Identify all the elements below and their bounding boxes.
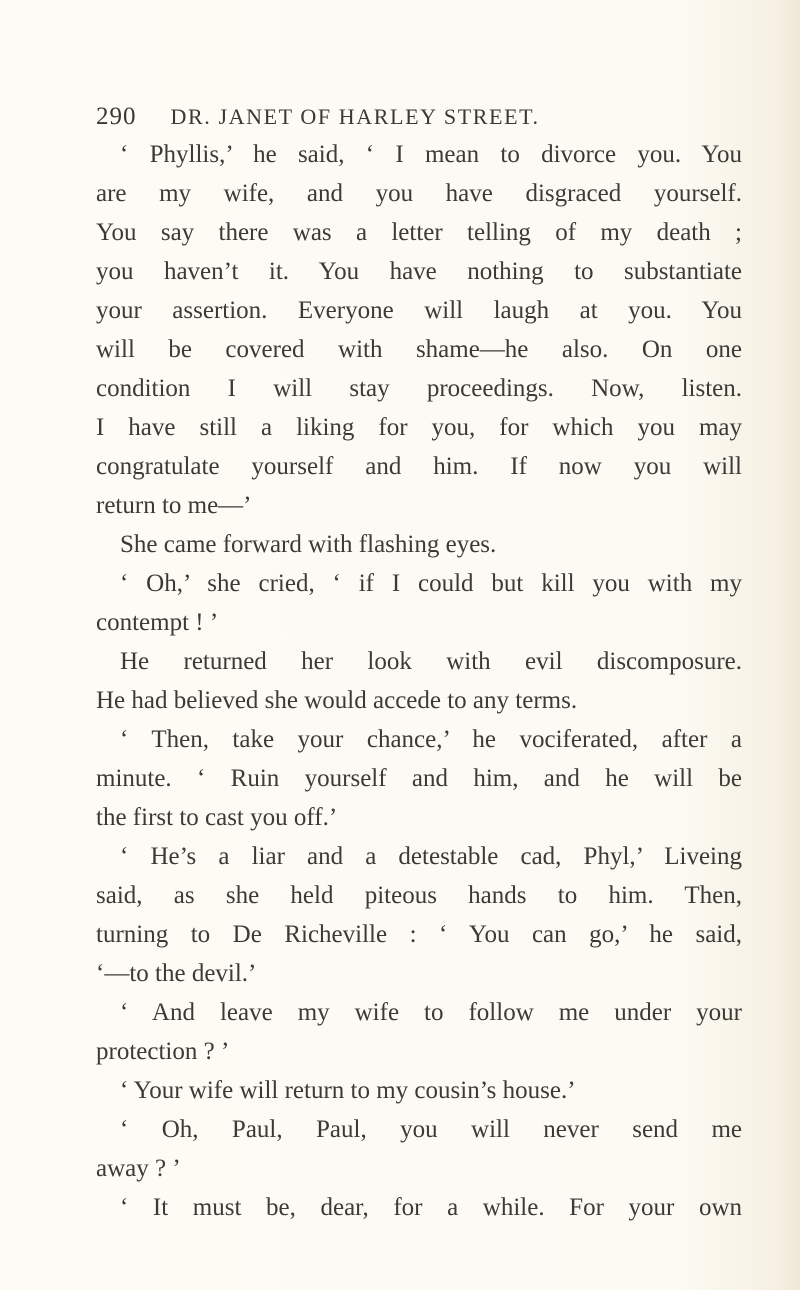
text-line: the first to cast you off.’	[96, 804, 338, 831]
text-line: are my wife, and you have disgraced yourself.	[96, 180, 742, 207]
text-line: away ? ’	[96, 1155, 181, 1182]
text-line: congratulate yourself and him. If now you will	[96, 453, 742, 480]
text-line: ‘ Then, take your chance,’ he vociferated, after a	[120, 726, 742, 753]
text-line: I have still a liking for you, for which you may	[96, 414, 742, 441]
text-line: your assertion. Everyone will laugh at you. You	[96, 297, 742, 324]
text-line: condition I will stay proceedings. Now, listen.	[96, 375, 742, 402]
page-number: 290	[96, 103, 137, 130]
text-line: minute. ‘ Ruin yourself and him, and he will be	[96, 765, 742, 792]
text-line: You say there was a letter telling of my death ;	[96, 219, 742, 246]
text-line: He had believed she would accede to any terms.	[96, 687, 578, 714]
text-line: will be covered with shame—he also. On one	[96, 336, 742, 363]
text-line: said, as she held piteous hands to him. Then,	[96, 882, 742, 909]
text-line: He returned her look with evil discomposure.	[120, 648, 742, 675]
text-line: ‘ Your wife will return to my cousin’s house.’	[120, 1077, 576, 1104]
text-line: protection ? ’	[96, 1038, 230, 1065]
text-line: contempt ! ’	[96, 609, 219, 636]
text-line: She came forward with flashing eyes.	[120, 531, 497, 558]
text-line: ‘ It must be, dear, for a while. For your own	[120, 1194, 742, 1221]
running-head: DR. JANET OF HARLEY STREET.	[170, 104, 540, 129]
text-line: ‘—to the devil.’	[96, 960, 257, 987]
text-line: turning to De Richeville : ‘ You can go,’ he said,	[96, 921, 742, 948]
text-line: ‘ Phyllis,’ he said, ‘ I mean to divorce you. You	[120, 141, 742, 168]
text-line: ‘ Oh, Paul, Paul, you will never send me	[120, 1116, 742, 1143]
text-line: ‘ He’s a liar and a detestable cad, Phyl,’ Liveing	[120, 843, 742, 870]
page-header	[96, 103, 540, 135]
text-line: ‘ Oh,’ she cried, ‘ if I could but kill you with my	[120, 570, 742, 597]
text-line: you haven’t it. You have nothing to substantiate	[96, 258, 742, 285]
text-line: return to me—’	[96, 492, 252, 519]
text-line: ‘ And leave my wife to follow me under your	[120, 999, 742, 1026]
body-text	[96, 135, 742, 1227]
